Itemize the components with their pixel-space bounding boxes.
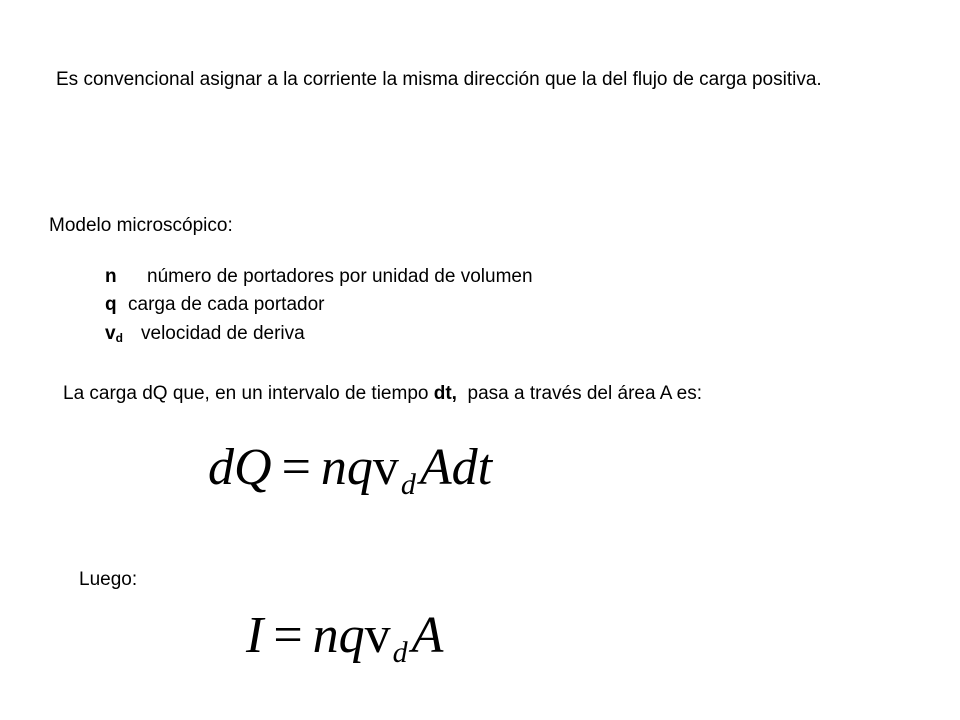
formula-i-nq: nq [312,607,365,664]
intro-paragraph: Es convencional asignar a la corriente la misma dirección que la del flujo de carga positiva. [56,69,822,90]
variable-row-q [105,291,324,319]
variable-symbol-n: n [105,266,117,287]
variable-symbol-v: v [105,323,116,344]
variable-description-n: número de portadores por unidad de volumen [147,266,533,287]
charge-sentence-bold: dt, [433,383,457,404]
formula-dq-lhs: dQ [208,439,272,496]
variable-symbol-q: q [105,294,117,315]
formula-dq-nq: nq [320,439,373,496]
formula-dq [208,438,492,515]
variable-symbol-vd [105,320,141,352]
formula-dq-equals: = [281,439,311,496]
formula-i-equals: = [273,607,303,664]
formula-i-v: v [364,607,391,664]
formula-dq-rest: Adt [419,439,493,496]
variable-row-vd [105,320,305,352]
formula-i-lhs: I [246,607,264,664]
formula-dq-v: v [372,439,399,496]
charge-sentence-after: pasa a través del área A es: [456,383,703,404]
model-title: Modelo microscópico: [49,215,233,236]
variable-row-n [105,263,533,291]
variable-subscript-d: d [115,331,123,345]
formula-i [246,606,443,683]
charge-sentence-before: La carga dQ que, en un intervalo de tiempo [63,383,434,404]
luego-label: Luego: [79,569,138,590]
formula-i-subscript: d [392,636,408,669]
formula-i-rest: A [411,607,444,664]
charge-sentence [63,380,702,408]
variable-description-vd: velocidad de deriva [141,323,305,344]
variable-description-q: carga de cada portador [128,294,325,315]
formula-dq-subscript: d [400,468,416,501]
